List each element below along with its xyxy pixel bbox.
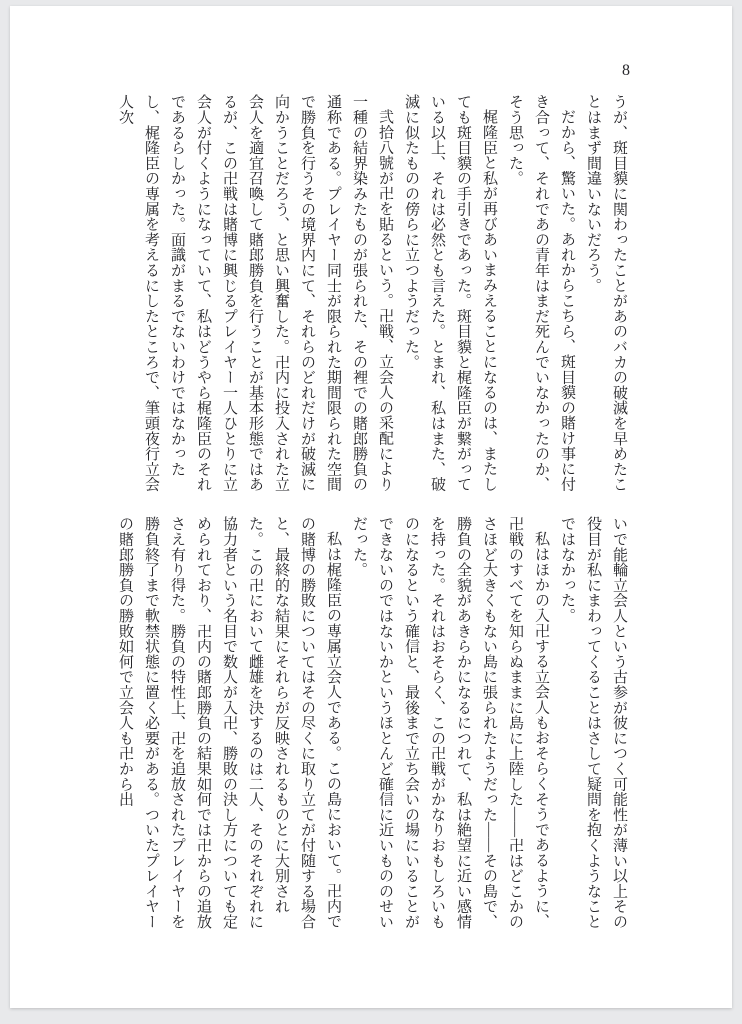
text-area: [117, 94, 632, 940]
paragraph: 梶隆臣と私が再びあいまみえることになるのは、またしても斑目貘の手引きであった。斑目貘と梶隆臣が繋がっている以上、それは必然とも言えた。とまれ、私はまた、破滅に似たものの傍らに立つようだった。: [403, 94, 497, 492]
paragraph: 私はほかの入卍する立会人もおそらくそうであるように、卍戦のすべてを知らぬままに島に上陸した——卍はどこかのさほど大きくもない島に張られたようだった——その島で、勝負の全貌があきらかになるにつれて、私は絶望に近い感情を持った。それはおそらく、この卍戦がかなりおもしろいものになるという確信と、最後まで立ち会いの場にいることができないのではないかというほとんど確信に近いもののせいだった。: [351, 516, 549, 930]
book-page: [10, 6, 732, 1008]
paragraph: いで能輪立会人という古参が彼につく可能性が薄い以上その役目が私にまわってくることはさして疑問を抱くようなことではなかった。: [559, 516, 627, 930]
paragraph: だから、驚いた。あれからこちら、斑目貘の賭け事に付き合って、それであの青年はまだ死んでいなかったのか、そう思った。: [507, 94, 575, 492]
paragraph: 私は梶隆臣の専属立会人である。この島において。卍内での賭博の勝敗についてはその尽くに取り立てが付随する場合と、最終的な結果にそれらが反映されるものとに大別された。この卍において雌雄を決するのは二人、そのそれぞれに協力者という名目で数人が入卍、勝敗の決し方についても定められており、卍内の賭郎勝負の結果如何では卍からの追放さえ有り得た。勝負の特性上、卍を追放されたプレイヤーを勝負終了まで軟禁状態に置く必要がある。ついたプレイヤーの賭郎勝負の勝敗如何で立会人も卍から出: [117, 516, 341, 930]
upper-text-block: [117, 94, 632, 494]
paragraph: 弐拾八號が卍を貼るという。卍戦、立会人の采配により一種の結界染みたものが張られた、その裡での賭郎勝負の通称である。プレイヤー同士が限られた期間限られた空間で勝負を行うその境界内にて、それらのどれだけが破滅に向かうことだろう、と思い興奮した。卍内に投入された立会人を適宜召喚して賭郎勝負を行うことが基本形態ではあるが、この卍戦は賭博に興じるプレイヤー一人ひとりに立会人が付くようになっていて、私はどうやら梶隆臣のそれであるらしかった。面識がまるでないわけではなかったし、梶隆臣の専属を考えるにしたところで、筆頭夜行立会人次: [117, 94, 393, 492]
paragraph: うが、斑目貘に関わったことがあのバカの破滅を早めたことはまず間違いないだろう。: [585, 94, 627, 492]
lower-text-block: [117, 516, 632, 940]
page-number: 8: [622, 62, 630, 79]
